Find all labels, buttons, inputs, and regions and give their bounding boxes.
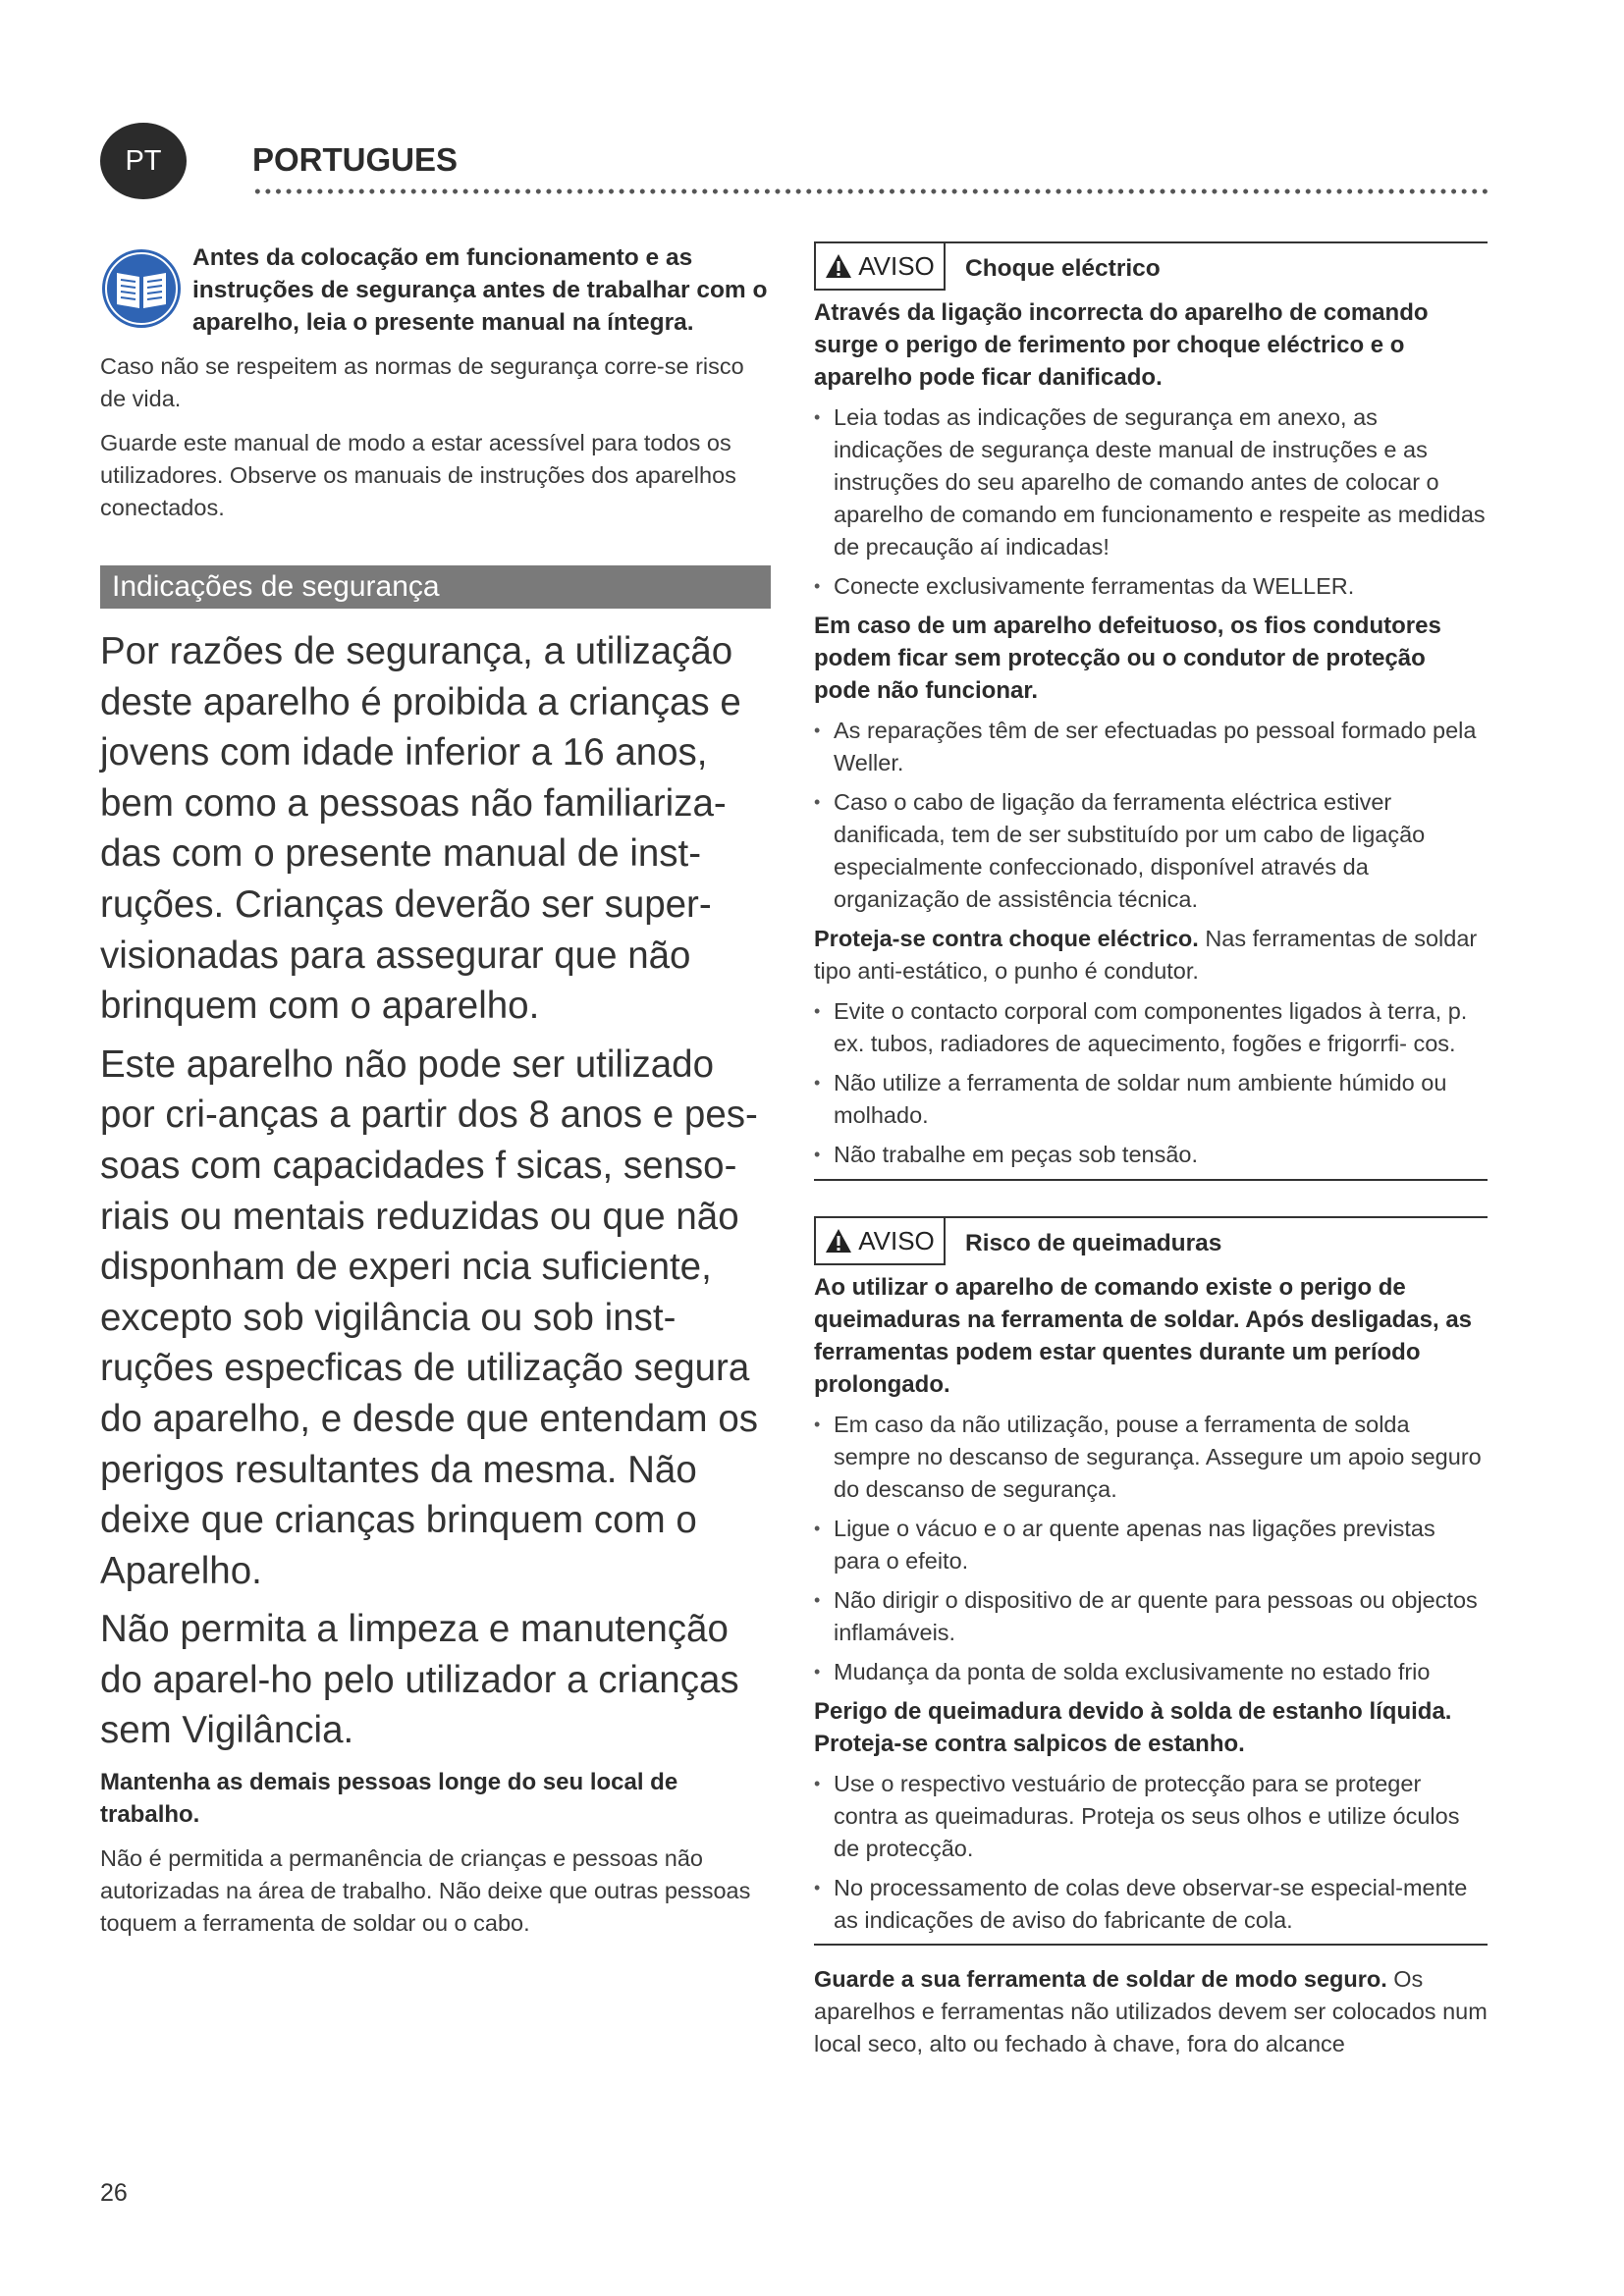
list-item: • No processamento de colas deve observar-se especial-mente as indicações de aviso do fabricante de cola. bbox=[814, 1872, 1488, 1937]
store-tool-paragraph bbox=[814, 1963, 1488, 2060]
warning-triangle-icon bbox=[825, 1228, 852, 1254]
keep-manual-paragraph: Guarde este manual de modo a estar acessível para todos os utilizadores. Observe os manuais de instruções dos aparelhos conectados. bbox=[100, 430, 736, 520]
protect-shock-bold: Proteja-se contra choque eléctrico. bbox=[814, 926, 1199, 951]
page-header bbox=[100, 123, 1485, 201]
list-item: • Leia todas as indicações de segurança em anexo, as indicações de segurança deste manual de instruções e as instruções do seu aparelho de comando antes de colocar o aparelho de comando em funcionamento e respeite as medidas de precaução aí indicadas! bbox=[814, 401, 1488, 563]
protect-shock-text: Nas ferramentas de soldar tipo anti-estático, o punho é condutor. bbox=[814, 926, 1478, 984]
burn-lead: Ao utilizar o aparelho de comando existe o perigo de queimaduras na ferramenta de soldar. Após desligadas, as ferramentas podem estar quentes durante um período prolongado. bbox=[814, 1274, 1473, 1398]
list-item: • Em caso da não utilização, pouse a ferramenta de solda sempre no descanso de segurança. Assegure um apoio seguro do descanso de segurança. bbox=[814, 1409, 1488, 1506]
reduced-capacity-text: Este aparelho não pode ser utilizado por cri-anças a partir dos 8 anos e pes-soas com capacidades f sicas, senso-riais ou mentais reduzidas ou que não disponham de experi ncia suficiente, excepto sob vigilância ou sob inst-ruções especficas de utilização segura do aparelho, e desde que entendam os perigos resultantes da mesma. Não deixe que crianças brinquem com o Aparelho. bbox=[100, 1042, 758, 1592]
warning-header-burn bbox=[814, 1216, 1488, 1267]
list-item: • Mudança da ponta de solda exclusivamente no estado frio bbox=[814, 1656, 1488, 1688]
list-item: • As reparações têm de ser efectuadas po pessoal formado pela Weller. bbox=[814, 715, 1488, 779]
intro-text: Antes da colocação em funcionamento e as instruções de segurança antes de trabalhar com o aparelho, leia o presente manual na íntegra. bbox=[192, 244, 768, 336]
warning-label-box bbox=[814, 243, 946, 291]
list-item: • Caso o cabo de ligação da ferramenta eléctrica estiver danificada, tem de ser substituído por um cabo de ligação especialmente confeccionado, disponível através da organização de assistência técnica. bbox=[814, 786, 1488, 916]
store-tool-text: Os aparelhos e ferramentas não utilizados devem ser colocados num local seco, alto ou fechado à chave, fora do alcance bbox=[814, 1966, 1488, 2056]
left-column bbox=[100, 241, 771, 1940]
warning-label: AVISO bbox=[858, 1225, 935, 1255]
divider-rule bbox=[814, 1944, 1488, 1946]
list-item: • Conecte exclusivamente ferramentas da WELLER. bbox=[814, 570, 1488, 603]
warning-title-electric: Choque eléctrico bbox=[965, 255, 1161, 282]
protect-shock-paragraph bbox=[814, 923, 1488, 988]
list-item: • Não utilize a ferramenta de soldar num ambiente húmido ou molhado. bbox=[814, 1067, 1488, 1132]
list-item: • Não dirigir o dispositivo de ar quente para pessoas ou objectos inflamáveis. bbox=[814, 1584, 1488, 1649]
warning-header-electric bbox=[814, 241, 1488, 293]
electric-bullets-c bbox=[814, 995, 1488, 1171]
list-item: • Evite o contacto corporal com componentes ligados à terra, p. ex. tubos, radiadores de aquecimento, fogões e frigorrfi- cos. bbox=[814, 995, 1488, 1060]
defective-device-heading: Em caso de um aparelho defeituoso, os fios condutores podem ficar sem protecção ou o condutor de proteção pode não funcionar. bbox=[814, 613, 1441, 704]
liquid-solder-heading: Perigo de queimadura devido à solda de estanho líquida. Proteja-se contra salpicos de estanho. bbox=[814, 1698, 1452, 1757]
list-item: • Use o respectivo vestuário de protecção para se proteger contra as queimaduras. Proteja os seus olhos e utilize óculos de protecção. bbox=[814, 1768, 1488, 1865]
risk-paragraph: Caso não se respeitem as normas de segurança corre-se risco de vida. bbox=[100, 353, 744, 411]
intro-block bbox=[100, 241, 771, 339]
warning-triangle-icon bbox=[825, 253, 852, 279]
children-restriction-text: Por razões de segurança, a utilização deste aparelho é proibida a crianças e jovens com idade inferior a 16 anos, bem como a pessoas não familiariza-das com o presente manual de inst-ruções. Crianças deverão ser super-visionadas para assegurar que não brinquem com o aparelho. bbox=[100, 630, 741, 1028]
electric-lead: Através da ligação incorrecta do aparelho de comando surge o perigo de ferimento por choque eléctrico e o aparelho pode ficar danificado. bbox=[814, 299, 1429, 391]
divider-rule bbox=[814, 1179, 1488, 1181]
store-tool-bold: Guarde a sua ferramenta de soldar de modo seguro. bbox=[814, 1966, 1387, 1992]
burn-bullets-a bbox=[814, 1409, 1488, 1688]
list-item: • Ligue o vácuo e o ar quente apenas nas ligações previstas para o efeito. bbox=[814, 1513, 1488, 1577]
dotted-divider bbox=[252, 187, 1488, 195]
section-title-bar: Indicações de segurança bbox=[100, 565, 771, 609]
manual-book-icon bbox=[100, 247, 183, 330]
language-badge: PT bbox=[100, 123, 187, 199]
list-item: • Não trabalhe em peças sob tensão. bbox=[814, 1139, 1488, 1171]
warning-label: AVISO bbox=[858, 250, 935, 281]
language-title: PORTUGUES bbox=[252, 141, 459, 178]
keep-away-text: Não é permitida a permanência de crianças e pessoas não autorizadas na área de trabalho. Não deixe que outras pessoas toquem a ferramenta de soldar ou o cabo. bbox=[100, 1845, 751, 1937]
burn-bullets-b bbox=[814, 1768, 1488, 1937]
page-number: 26 bbox=[100, 2179, 128, 2207]
warning-title-burn: Risco de queimaduras bbox=[965, 1230, 1222, 1256]
electric-bullets-b bbox=[814, 715, 1488, 916]
right-column bbox=[814, 241, 1488, 2060]
warning-label-box bbox=[814, 1218, 946, 1265]
cleaning-maintenance-text: Não permita a limpeza e manutenção do aparel-ho pelo utilizador a crianças sem Vigilância. bbox=[100, 1608, 739, 1752]
electric-bullets-a bbox=[814, 401, 1488, 603]
keep-away-heading: Mantenha as demais pessoas longe do seu local de trabalho. bbox=[100, 1769, 678, 1829]
